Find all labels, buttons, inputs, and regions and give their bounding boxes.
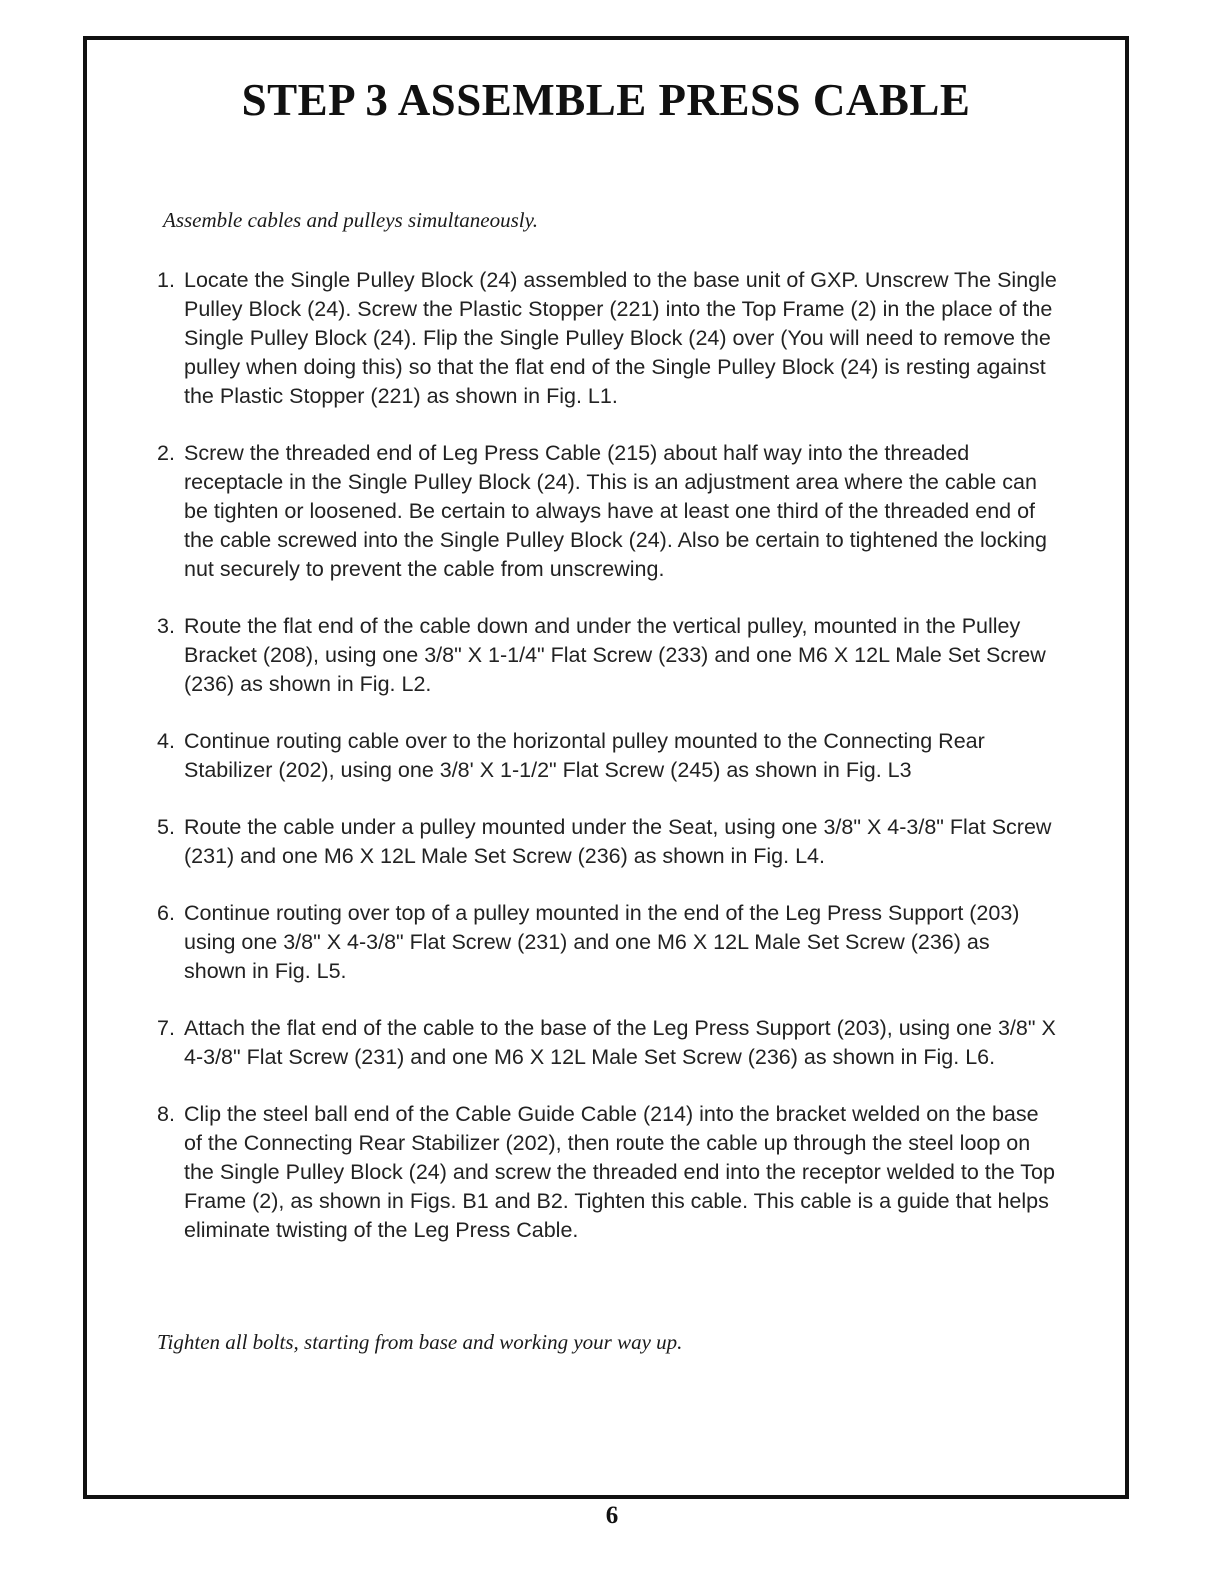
step-text: Continue routing over top of a pulley mounted in the end of the Leg Press Support (203) using one 3/8" X 4-3/8" Flat Screw (231) and one M6 X 12L Male Set Screw (236) as shown in Fig. L5.: [184, 901, 1020, 983]
step-text: Route the cable under a pulley mounted under the Seat, using one 3/8" X 4-3/8" Flat Screw (231) and one M6 X 12L Male Set Screw (236) as shown in Fig. L4.: [184, 815, 1052, 868]
list-item: [157, 1100, 1057, 1245]
step-number: 5.: [157, 815, 175, 839]
step-number: 3.: [157, 614, 175, 638]
list-item: [157, 439, 1057, 584]
step-text: Attach the flat end of the cable to the base of the Leg Press Support (203), using one 3/8" X 4-3/8" Flat Screw (231) and one M6 X 12L Male Set Screw (236) as shown in Fig. L6.: [184, 1016, 1056, 1069]
step-number: 2.: [157, 441, 175, 465]
step-text: Continue routing cable over to the horizontal pulley mounted to the Connecting Rear Stabilizer (202), using one 3/8' X 1-1/2" Flat Screw (245) as shown in Fig. L3: [184, 729, 985, 782]
closing-note: Tighten all bolts, starting from base and working your way up.: [157, 1330, 683, 1354]
step-list: [157, 266, 1057, 1273]
step-number: 6.: [157, 901, 175, 925]
intro-note: Assemble cables and pulleys simultaneously.: [163, 208, 539, 232]
page-title: STEP 3 ASSEMBLE PRESS CABLE: [241, 75, 971, 125]
list-item: [157, 727, 1057, 785]
list-item: [157, 612, 1057, 699]
list-item: [157, 1014, 1057, 1072]
page-border: [83, 36, 1129, 1499]
list-item: [157, 813, 1057, 871]
list-item: [157, 899, 1057, 986]
step-text: Clip the steel ball end of the Cable Guide Cable (214) into the bracket welded on the base of the Connecting Rear Stabilizer (202), then route the cable up through the steel loop on the Single Pulley Block (24) and screw the threaded end into the receptor welded to the Top Frame (2), as shown in Figs. B1 and B2. Tighten this cable. This cable is a guide that helps eliminate twisting of the Leg Press Cable.: [184, 1102, 1055, 1242]
step-number: 1.: [157, 268, 175, 292]
step-text: Locate the Single Pulley Block (24) assembled to the base unit of GXP. Unscrew The Single Pulley Block (24). Screw the Plastic Stopper (221) into the Top Frame (2) in the place of the Single Pulley Block (24). Flip the Single Pulley Block (24) over (You will need to remove the pulley when doing this) so that the flat end of the Single Pulley Block (24) is resting against the Plastic Stopper (221) as shown in Fig. L1.: [184, 268, 1057, 408]
page-number: 6: [605, 1502, 619, 1529]
step-number: 8.: [157, 1102, 175, 1126]
list-item: [157, 266, 1057, 411]
step-text: Screw the threaded end of Leg Press Cable (215) about half way into the threaded receptacle in the Single Pulley Block (24). This is an adjustment area where the cable can be tighten or loosened. Be certain to always have at least one third of the threaded end of the cable screwed into the Single Pulley Block (24). Also be certain to tightened the locking nut securely to prevent the cable from unscrewing.: [184, 441, 1047, 581]
step-number: 7.: [157, 1016, 175, 1040]
step-text: Route the flat end of the cable down and under the vertical pulley, mounted in the Pulley Bracket (208), using one 3/8" X 1-1/4" Flat Screw (233) and one M6 X 12L Male Set Screw (236) as shown in Fig. L2.: [184, 614, 1046, 696]
step-number: 4.: [157, 729, 175, 753]
